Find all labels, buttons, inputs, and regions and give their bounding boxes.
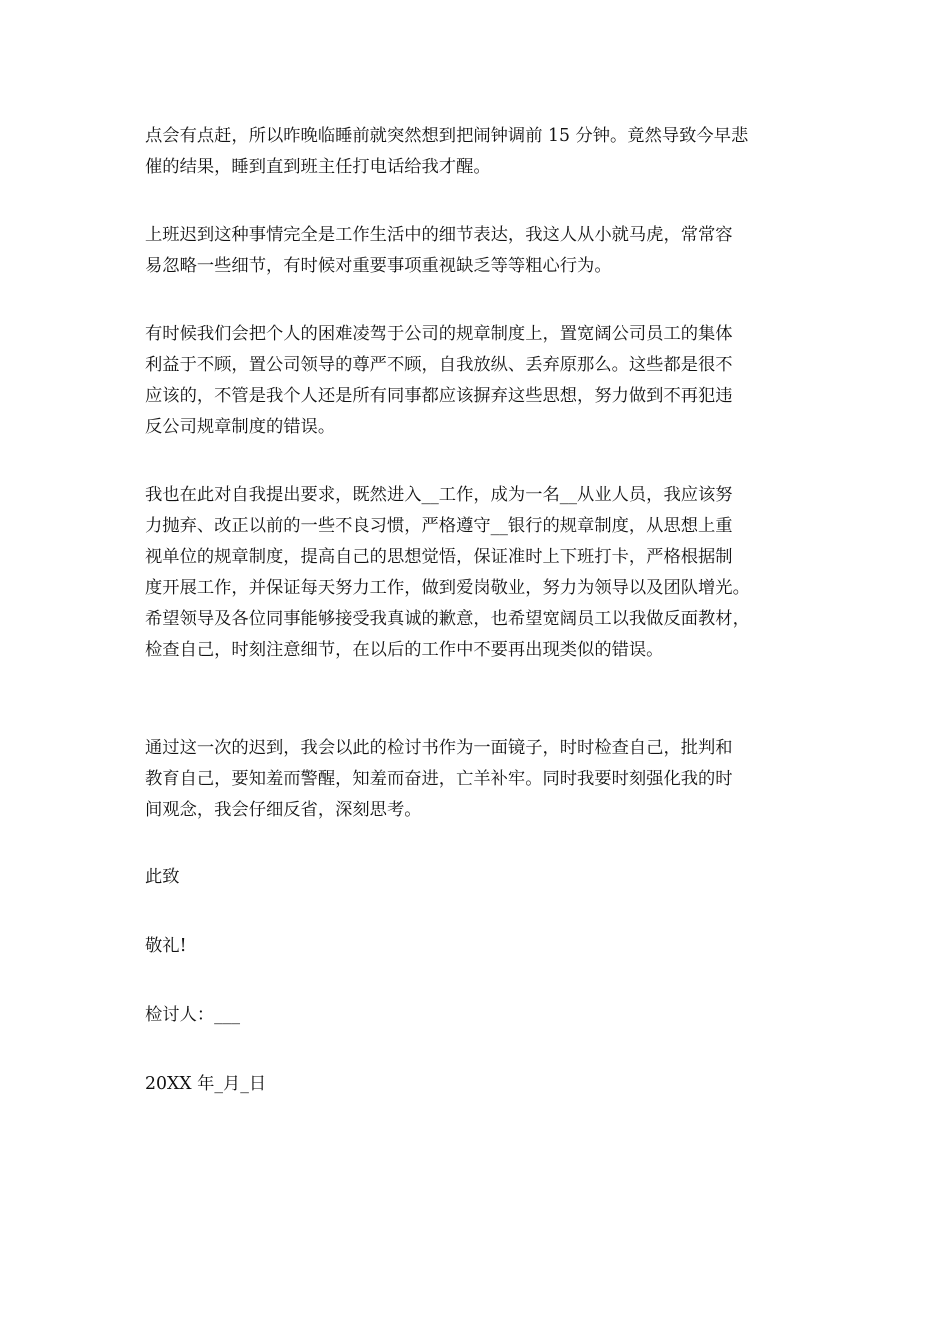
paragraph-2 xyxy=(145,220,810,282)
paragraph-line: 我也在此对自我提出要求，既然进入__工作，成为一名__从业人员，我应该努 xyxy=(145,485,733,505)
paragraph-line: 间观念，我会仔细反省，深刻思考。 xyxy=(145,800,422,820)
paragraph-line: 上班迟到这种事情完全是工作生活中的细节表达，我这人从小就马虎，常常容 xyxy=(145,225,733,245)
paragraph-line: 点会有点赶，所以昨晚临睡前就突然想到把闹钟调前 15 分钟。竟然导致今早悲 xyxy=(145,126,749,146)
closing-respect: 敬礼! xyxy=(145,936,187,956)
document-page xyxy=(145,121,810,1100)
paragraph-line: 教育自己，要知羞而警醒，知羞而奋进，亡羊补牢。同时我要时刻强化我的时 xyxy=(145,769,733,789)
paragraph-line: 视单位的规章制度，提高自己的思想觉悟，保证准时上下班打卡，严格根据制 xyxy=(145,547,733,567)
signer-line: 检讨人：___ xyxy=(145,1005,241,1025)
paragraph-line: 有时候我们会把个人的困难凌驾于公司的规章制度上，置宽阔公司员工的集体 xyxy=(145,324,733,344)
paragraph-line: 利益于不顾，置公司领导的尊严不顾，自我放纵、丢弃原那么。这些都是很不 xyxy=(145,355,733,375)
paragraph-line: 希望领导及各位同事能够接受我真诚的歉意，也希望宽阔员工以我做反面教材， xyxy=(145,609,750,629)
paragraph-1 xyxy=(145,121,810,183)
paragraph-line: 易忽略一些细节，有时候对重要事项重视缺乏等等粗心行为。 xyxy=(145,256,612,276)
paragraph-4 xyxy=(145,480,810,666)
paragraph-line: 度开展工作，并保证每天努力工作，做到爱岗敬业，努力为领导以及团队增光。 xyxy=(145,578,750,598)
paragraph-line: 催的结果，睡到直到班主任打电话给我才醒。 xyxy=(145,157,491,177)
paragraph-line: 通过这一次的迟到，我会以此的检讨书作为一面镜子，时时检查自己，批判和 xyxy=(145,738,733,758)
paragraph-3 xyxy=(145,319,810,443)
paragraph-line: 应该的，不管是我个人还是所有同事都应该摒弃这些思想，努力做到不再犯违 xyxy=(145,386,733,406)
paragraph-5 xyxy=(145,733,810,826)
paragraph-line: 检查自己，时刻注意细节，在以后的工作中不要再出现类似的错误。 xyxy=(145,640,664,660)
paragraph-line: 反公司规章制度的错误。 xyxy=(145,417,336,437)
closing-salutation: 此致 xyxy=(145,867,180,887)
paragraph-line: 力抛弃、改正以前的一些不良习惯，严格遵守__银行的规章制度，从思想上重 xyxy=(145,516,733,536)
date-line: 20XX 年_月_日 xyxy=(145,1074,267,1094)
